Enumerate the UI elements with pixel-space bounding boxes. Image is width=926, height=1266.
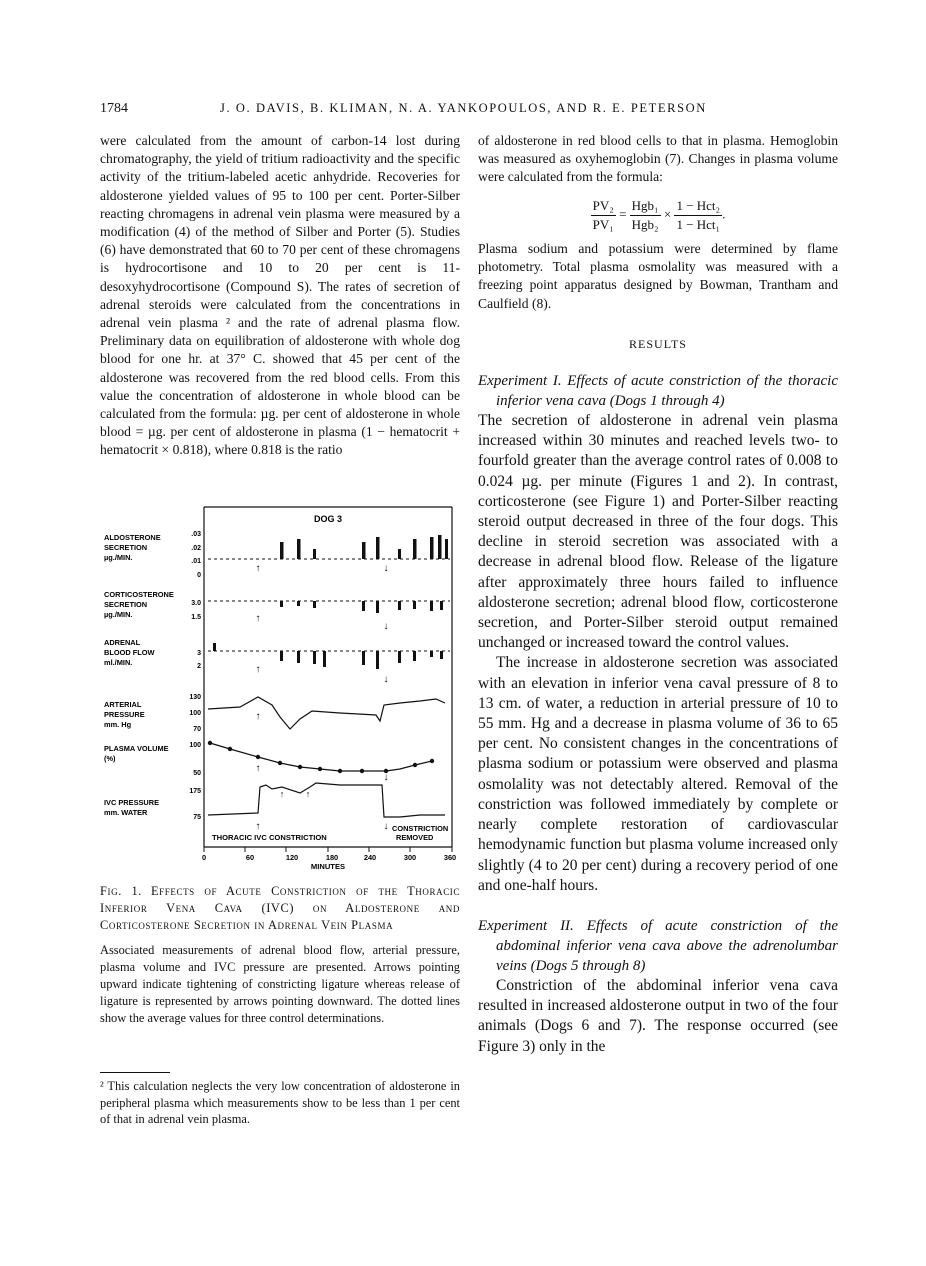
flow-label-1: ADRENAL <box>104 638 141 647</box>
exp1-paragraph-2: The increase in aldosterone secretion was associated with an elevation in inferior vena caval pressure of 8 to 13 cm. of water, a reduction in arterial pressure of 10 to 55 mm. Hg and a decrease in plasma volume of 36 to 65 per cent. No consistent changes in the concentrations of plasma sodium or potassium were observed and plasma osmolality was not detectably altered. Removal of the constriction was followed immediately by complete or nearly complete restoration of cardiovascular hemodynamic function but plasma volume increased only slightly (4 to 20 per cent) during a recovery period of one and one-half hours. <box>478 654 838 894</box>
cort-tick-3: 3.0 <box>191 600 201 607</box>
svg-text:↓: ↓ <box>383 674 389 685</box>
svg-text:↑: ↑ <box>255 613 261 624</box>
ivc-tick-175: 175 <box>189 788 201 795</box>
caption-fig-label: Fig. 1. <box>100 884 142 898</box>
svg-text:↑: ↑ <box>255 821 261 832</box>
svg-text:↓: ↓ <box>383 621 389 632</box>
aldo-bar <box>313 549 316 559</box>
constriction-label: THORACIC IVC CONSTRICTION <box>212 833 327 842</box>
svg-text:↑: ↑ <box>255 711 261 722</box>
flow-label-2: BLOOD FLOW <box>104 648 155 657</box>
caption-title: Effects of Acute Constriction of the Thoracic Inferior Vena Cava (IVC) on Aldosterone and Corticosterone Secretion in Adrenal Vein Plasma <box>100 884 460 932</box>
cort-label-1: CORTICOSTERONE <box>104 590 174 599</box>
pv-label-1: PLASMA VOLUME <box>104 744 169 753</box>
right-column <box>478 132 838 1057</box>
exp2-paragraph-1: Constriction of the abdominal inferior vena cava resulted in increased aldosterone output in two of the four animals (Dogs 6 and 7). The response occurred (see Figure 3) only in the <box>478 976 838 1055</box>
aldo-tick-02: .02 <box>191 545 201 552</box>
flow-label-3: ml./MIN. <box>104 658 133 667</box>
panel-plasma-labels <box>104 744 169 763</box>
svg-text:↓: ↓ <box>383 772 389 783</box>
pv-tick-100: 100 <box>189 742 201 749</box>
art-tick-70: 70 <box>193 726 201 733</box>
svg-text:120: 120 <box>285 853 299 862</box>
cort-label-3: µg./MIN. <box>104 610 133 619</box>
right-paragraph-1: of aldosterone in red blood cells to that in plasma. Hemoglobin was measured as oxyhemoglobin (7). Changes in plasma volume were calculated from the formula: <box>478 133 838 185</box>
caption-title-block <box>100 883 460 934</box>
aldo-bar <box>445 539 448 559</box>
experiment-1-heading: Experiment I. Effects of acute constriction of the thoracic inferior vena cava (Dogs 1 through 4) <box>478 373 838 410</box>
ivc-tick-75: 75 <box>193 814 201 821</box>
panel-corticosterone-labels <box>104 590 174 619</box>
left-column <box>100 132 460 460</box>
svg-text:↑: ↑ <box>255 763 261 774</box>
ivc-label-2: mm. WATER <box>104 808 148 817</box>
cort-label-2: SECRETION <box>104 600 148 609</box>
panel-aldosterone-labels <box>104 533 161 562</box>
aldo-down-arrow: ↓ <box>383 563 389 574</box>
x-axis-title: MINUTES <box>310 862 346 871</box>
aldo-bar <box>362 542 366 559</box>
pv-tick-50: 50 <box>193 770 201 777</box>
figure-1-svg <box>100 497 460 875</box>
aldo-label-3: µg./MIN. <box>104 553 133 562</box>
experiment-2-body <box>478 976 838 1057</box>
aldo-up-arrow: ↑ <box>255 563 261 574</box>
aldo-bar <box>297 539 301 559</box>
aldo-bar <box>398 549 401 559</box>
figure-1 <box>100 497 460 875</box>
aldo-label-1: ALDOSTERONE <box>104 533 161 542</box>
svg-text:240: 240 <box>363 853 377 862</box>
x-axis-labels <box>202 853 456 862</box>
aldo-bar <box>413 539 417 559</box>
x-axis-ticks <box>204 847 452 852</box>
svg-text:180: 180 <box>325 853 339 862</box>
left-paragraph: were calculated from the amount of carbon-14 lost during chromatography, the yield of tritium radioactivity and the specific activity of the tritium-labeled acetic anhydride. Recoveries for aldosterone yielded values of 95 to 100 per cent. Porter-Silber reacting chromagens in adrenal vein plasma were measured by a modification (4) of the method of Silber and Porter (5). Studies (6) have demonstrated that 60 to 70 per cent of these chromagens is hydrocortisone and 10 to 20 per cent is 11-desoxyhydrocortisone (Compound S). The rates of secretion of adrenal steroids were calculated from the concentrations in adrenal vein plasma ² and the rate of adrenal plasma flow. Preliminary data on equilibration of aldosterone with whole dog blood for one hr. at 37° C. showed that 45 per cent of the aldosterone was recovered from the red blood cells. From this value the concentration of aldosterone in whole blood can be calculated from the formula: µg. per cent of aldosterone in whole blood = µg. per cent of aldosterone in plasma (1 − hematocrit + hematocrit × 0.818), where 0.818 is the ratio <box>100 133 460 458</box>
flow-tick-3: 3 <box>197 650 201 657</box>
authors-line: J. O. DAVIS, B. KLIMAN, N. A. YANKOPOULOS, AND R. E. PETERSON <box>220 101 707 115</box>
caption-body: Associated measurements of adrenal blood flow, arterial pressure, plasma volume and IVC pressure are presented. Arrows pointing upward indicate tightening of constricting ligature whereas release of ligature is represented by arrows pointing downward. The dotted lines show the average values for three control determinations. <box>100 943 460 1025</box>
plasma-volume-formula: $\frac{\text{PV₂}}{\text{PV₁}}$ = $\frac{\text{Hgb₁}}{\text{Hgb₂}}$ × $\frac{\text{1 − Hct₂}}{\text{1 − Hct₁}}$ . <box>592 197 726 232</box>
aldo-bar <box>438 535 442 559</box>
aldo-tick-0: 0 <box>197 572 201 579</box>
art-label-3: mm. Hg <box>104 720 132 729</box>
experiment-1-body <box>478 411 838 896</box>
aldo-bar <box>280 542 284 559</box>
ivc-pressure-line <box>208 783 445 817</box>
footnote: ² This calculation neglects the very low concentration of aldosterone in peripheral plasma which measurements show to be less than 1 per cent of that in adrenal vein plasma. <box>100 1079 460 1126</box>
results-heading: RESULTS <box>629 336 687 351</box>
svg-text:300: 300 <box>403 853 417 862</box>
svg-text:360: 360 <box>443 853 457 862</box>
page-number: 1784 <box>100 101 128 116</box>
removed-label-1: CONSTRICTION <box>392 824 449 833</box>
art-tick-130: 130 <box>189 694 201 701</box>
aldo-bar <box>376 537 380 559</box>
svg-text:0: 0 <box>201 853 207 862</box>
art-label-2: PRESSURE <box>104 710 145 719</box>
svg-text:↑: ↑ <box>279 789 285 799</box>
svg-text:↓: ↓ <box>383 821 389 832</box>
cort-bars <box>280 601 443 613</box>
figure-title: DOG 3 <box>313 514 343 524</box>
aldo-tick-01: .01 <box>191 558 201 565</box>
removed-label-2: REMOVED <box>396 833 434 842</box>
footnote-rule <box>100 1072 170 1073</box>
panel-arterial-labels <box>104 700 145 729</box>
aldo-bars <box>280 535 448 559</box>
ivc-label-1: IVC PRESSURE <box>104 798 160 807</box>
flow-bars <box>213 643 443 669</box>
svg-text:↑: ↑ <box>255 664 261 675</box>
panel-ivc-labels <box>104 798 159 817</box>
right-paragraph-2: Plasma sodium and potassium were determined by flame photometry. Total plasma osmolality was measured with a freezing point apparatus designed by Bowman, Trantham and Caulfield (8). <box>478 241 838 311</box>
figure-caption <box>100 883 460 1027</box>
pv-label-2: (%) <box>104 754 116 763</box>
cort-tick-15: 1.5 <box>191 614 201 621</box>
art-tick-100: 100 <box>189 710 201 717</box>
art-label-1: ARTERIAL <box>104 700 142 709</box>
exp1-paragraph-1: The secretion of aldosterone in adrenal vein plasma increased within 30 minutes and reached levels two- to fourfold greater than the average control rates of 0.008 to 0.024 µg. per minute (Figures 1 and 2). In contrast, corticosterone (see Figure 1) and Porter-Silber reacting steroid output decreased in three of the four dogs. This decline in steroid secretion was associated with a decrease in adrenal blood flow. Release of the ligature after approximately three hours failed to influence aldosterone secretion; adrenal blood flow, corticosterone secretion, and Porter-Silber steroid output remained unchanged or increased toward the control values. <box>478 412 838 652</box>
aldo-tick-03: .03 <box>191 531 201 538</box>
aldo-bar <box>430 537 434 559</box>
flow-tick-2: 2 <box>197 663 201 670</box>
experiment-2-heading: Experiment II. Effects of acute constriction of the abdominal inferior vena cava above the adrenolumbar veins (Dogs 5 through 8) <box>478 917 838 974</box>
plasma-volume-line <box>210 743 432 771</box>
svg-text:60: 60 <box>245 853 255 862</box>
svg-text:↑: ↑ <box>305 789 311 799</box>
arterial-pressure-line <box>208 697 445 729</box>
panel-bloodflow-labels <box>104 638 155 667</box>
aldo-label-2: SECRETION <box>104 543 148 552</box>
